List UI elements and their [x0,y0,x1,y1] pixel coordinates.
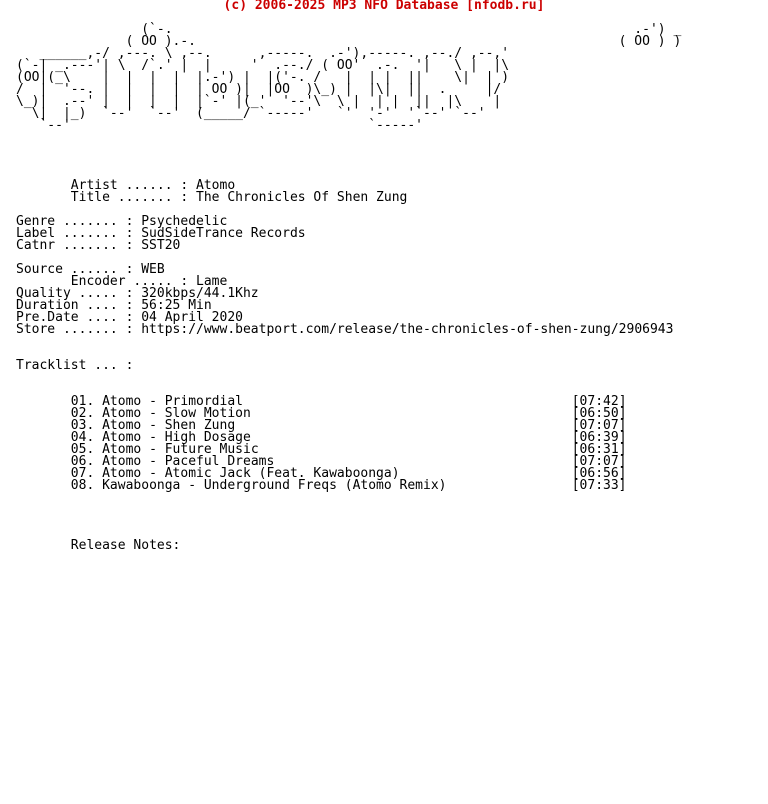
track-duration: [07:42] [571,394,627,409]
title-row [16,192,673,204]
encoder-value: Lame [196,274,228,289]
track-duration: [06:39] [571,430,627,445]
track-duration: [06:50] [571,406,627,421]
track-name: Atomo - Paceful Dreams [102,454,275,469]
track-number: 06. [70,454,95,469]
duration-label: Duration .... : [16,298,142,313]
duration-value: 56:25 Min [141,298,212,313]
track-number: 01. [70,394,95,409]
encoder-label: Encoder ..... : [70,274,197,289]
nfo-database-header: (c) 2006-2025 MP3 NFO Database [nfodb.ru] [223,0,545,13]
track-name: Atomo - Primordial [102,394,243,409]
artist-value: Atomo [196,178,236,193]
track-number: 05. [70,442,95,457]
track-name: Atomo - Future Music [102,442,259,457]
store-value: https://www.beatport.com/release/the-chronicles-of-shen-zung/2906943 [141,322,674,337]
track-number: 02. [70,406,95,421]
track-padding [446,478,571,493]
quality-label: Quality ..... : [16,286,142,301]
source-label: Source ...... : [16,262,142,277]
track-number: 08. [70,478,95,493]
release-notes-label: Release Notes: [70,538,181,553]
track-name: Atomo - Slow Motion [102,406,251,421]
track-duration: [07:07] [571,418,627,433]
tracklist-heading: Tracklist ... : [16,358,134,373]
track-number: 03. [70,418,95,433]
predate-label: Pre.Date .... : [16,310,142,325]
quality-value: 320kbps/44.1Khz [141,286,259,301]
tracklist [16,396,627,492]
store-label: Store ....... : [16,322,142,337]
release-info [16,168,673,348]
track-number: 04. [70,430,95,445]
title-label: Title ....... : [70,190,197,205]
genre-value: Psychedelic [141,214,228,229]
genre-label: Genre ....... : [16,214,142,229]
ascii-logo: (`-. .-') _ ( OO ).-. ( OO ) ) ______,-/ ,---. \ ,--. ,-----. .-'),-----. ,--./ ,--,' (`-| _.---'| \ /`.' | | ' .--./ ( OO' .-. '| \ | |\ (OO|(_\ | | | | |.-') | |('-. / | | | || \| | ) / | '--. | | | | | OO )| |OO )\_) | |\| || . |/ \_)| .--' | | | | |`-' |(_' '--'\ \ | | | || |\ | \| |_) `--' `--' (_____/ `-----' `' '-' '`--' `--' `--' `-----' [16,22,682,133]
track-duration: [07:33] [571,478,627,493]
predate-value: 04 April 2020 [141,310,243,325]
track-number: 07. [70,466,95,481]
track-name: Atomo - High Dosage [102,430,251,445]
track-duration: [06:31] [571,442,627,457]
release-notes-heading [16,540,180,552]
catnr-label: Catnr ....... : [16,238,142,253]
track-name: Atomo - Atomic Jack (Feat. Kawaboonga) [102,466,400,481]
label-value: SudSideTrance Records [141,226,306,241]
title-value: The Chronicles Of Shen Zung [196,190,408,205]
catnr-row [16,240,673,252]
artist-label: Artist ...... : [70,178,197,193]
track-duration: [06:56] [571,466,627,481]
track-name: Kawaboonga - Underground Freqs (Atomo Remix) [102,478,447,493]
source-value: WEB [141,262,165,277]
track-duration: [07:07] [571,454,627,469]
label-label: Label ....... : [16,226,142,241]
track-name: Atomo - Shen Zung [102,418,236,433]
catnr-value: SST20 [141,238,181,253]
track-row [16,480,627,492]
store-row [16,324,673,336]
